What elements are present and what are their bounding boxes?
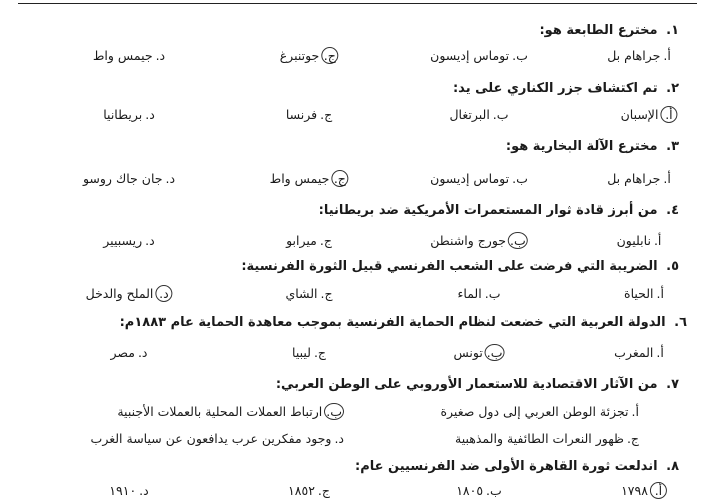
option-a [621,106,678,124]
option-d [111,344,148,362]
option-letter: د. [145,107,155,122]
option-text: الشاي [285,286,318,301]
option-text: تجزئة الوطن العربي إلى دول صغيرة [440,404,629,419]
option-text: توماس إديسون [430,171,510,186]
option-letter: ج. [320,107,333,122]
question-6 [40,314,687,332]
option-text: ليبيا [292,345,311,360]
option-letter: ج. [319,233,332,248]
option-d [109,482,148,500]
option-d [103,232,154,250]
question-number: ٨. [666,459,679,474]
option-a [607,170,671,188]
option-text: جراهام بل [607,171,661,186]
option-text: فرنسا [285,107,318,122]
option-letter: أ. [656,345,664,360]
question-number: ١. [666,23,679,38]
option-d [83,170,175,188]
option-b [117,403,344,421]
option-text: الملح والدخل [85,286,154,301]
option-text: جيمس واط [92,48,153,63]
option-letter: د. [137,345,148,360]
option-c [270,170,349,188]
option-c [285,285,332,303]
top-border [18,3,697,4]
option-b [430,232,528,250]
option-b [449,106,508,124]
question-1 [40,22,679,40]
question-text: الضريبة التي فرضت على الشعب الفرنسي قبيل الثورة الفرنسية: [241,259,658,274]
option-letter: أ. [653,233,662,248]
option-letter: ج. [626,431,639,446]
option-letter: ج. [317,483,330,498]
option-b [453,344,504,362]
option-letter: أ. [650,482,667,499]
question-number: ٣. [666,139,679,154]
option-text: ارتباط العملات المحلية بالعملات الأجنبية [117,404,323,419]
question-number: ٥. [666,259,679,274]
option-text: ١٨٥٢ [288,483,315,498]
option-text: بريطانيا [103,107,143,122]
question-text: الدولة العربية التي خضعت لنظام الحماية الفرنسية بموجب معاهدة الحماية عام ١٨٨٣م: [119,315,666,330]
option-letter: أ. [631,404,639,419]
option-c [455,430,639,448]
option-letter: ب. [512,171,528,186]
option-letter: ج. [320,286,333,301]
option-a [621,482,667,500]
option-text: الإسبان [620,107,659,122]
option-letter: د. [155,48,166,63]
option-letter: ج. [331,170,348,187]
option-d [86,285,173,303]
option-letter: ب. [486,483,502,498]
option-letter: ب. [484,286,501,301]
option-a [617,232,662,250]
option-text: جيمس واط [269,171,330,186]
option-text: ١٩١٠ [109,483,137,498]
option-c [288,482,330,500]
option-text: جراهام بل [607,48,661,63]
option-text: جوتنبرغ [279,48,320,63]
option-letter: د. [334,431,344,446]
option-text: ١٧٩٨ [621,483,648,498]
question-2 [40,80,679,98]
option-a [624,285,664,303]
option-text: نابليون [616,233,651,248]
option-c [286,106,332,124]
option-text: جورج واشنطن [430,233,507,248]
option-text: ظهور النعرات الطائفية والمذهبية [455,431,624,446]
option-a [614,344,664,362]
question-text: مخترع الطابعة هو: [539,23,658,38]
option-text: جان جاك روسو [82,171,163,186]
option-text: مصر [110,345,135,360]
question-8 [40,458,679,476]
option-letter: د. [139,483,149,498]
question-5 [40,258,679,276]
option-d [91,430,344,448]
option-letter: ب. [326,404,342,419]
option-b [430,47,528,65]
option-letter: ب. [486,345,503,360]
option-letter: د. [155,285,172,302]
option-text: المغرب [614,345,654,360]
question-3 [40,138,679,156]
option-letter: ج. [321,47,338,64]
option-text: تونس [453,345,483,360]
question-text: من أبرز قادة ثوار المستعمرات الأمريكية ضد بريطانيا: [318,203,658,218]
option-text: توماس إديسون [430,48,510,63]
option-b [456,482,502,500]
option-b [458,285,501,303]
option-letter: ب. [510,233,526,248]
option-text: الماء [457,286,482,301]
option-b [430,170,528,188]
option-letter: أ. [663,171,671,186]
option-d [103,106,155,124]
option-c [286,232,332,250]
option-letter: ج. [313,345,326,360]
option-letter: ب. [492,107,509,122]
option-text: وجود مفكرين عرب يدافعون عن سياسة الغرب [90,431,332,446]
option-letter: أ. [660,106,677,123]
option-letter: ب. [512,48,528,63]
option-letter: د. [165,171,176,186]
option-text: ريسبيير [103,233,143,248]
question-text: اندلعت ثورة القاهرة الأولى ضد الفرنسيين عام: [355,459,658,474]
option-letter: أ. [656,286,664,301]
option-text: ١٨٠٥ [456,483,484,498]
question-number: ٧. [666,377,679,392]
option-d [93,47,165,65]
question-number: ٢. [666,81,679,96]
option-c [280,47,339,65]
question-number: ٦. [674,315,687,330]
option-text: الحياة [624,286,654,301]
option-letter: أ. [663,48,671,63]
question-7 [40,376,679,394]
question-text: مخترع الآلة البخارية هو: [505,139,658,154]
option-a [440,403,639,421]
question-text: تم اكتشاف جزر الكناري على يد: [452,81,658,96]
option-letter: د. [145,233,155,248]
option-text: ميرابو [286,233,317,248]
option-a [607,47,671,65]
option-c [292,344,326,362]
question-text: من الآثار الاقتصادية للاستعمار الأوروبي على الوطن العربي: [275,377,658,392]
question-number: ٤. [666,203,679,218]
option-text: البرتغال [449,107,490,122]
question-4 [40,202,679,220]
